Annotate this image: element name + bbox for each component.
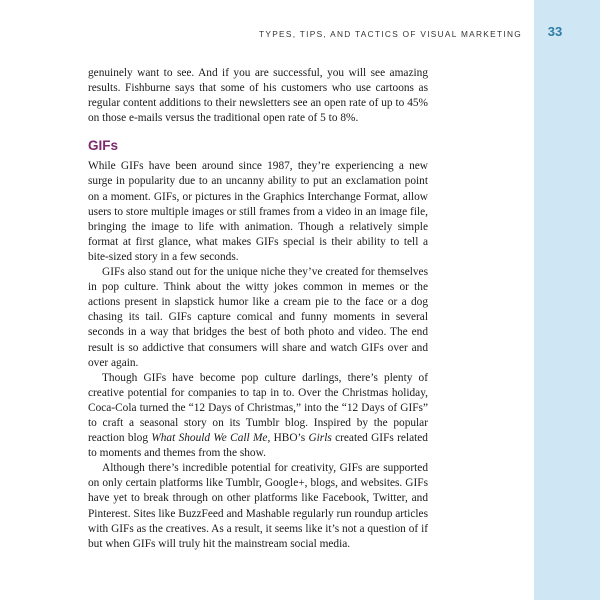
paragraph-text: Though GIFs have become pop culture darlings, there’s plenty of creative potential for companies to tap in to. Over the Christmas holiday, Coca-Cola turned the “12 Days of Christmas,” into the “12 Days of GIFs” to craft a seasonal story on its Tumblr blog. Inspired by the popular reaction blog (88, 371, 428, 445)
running-head: TYPES, TIPS, AND TACTICS OF VISUAL MARKETING (259, 29, 522, 39)
paragraph-gifs-platforms: Although there’s incredible potential for creativity, GIFs are supported on only certain platforms like Tumblr, Google+, blogs, and websites. GIFs have yet to break through on other platforms like Facebook, Twitter, and Pinterest. Sites like BuzzFeed and Mashable regularly run roundup articles with GIFs as the creatives. As a result, it seems like it’s not a question of if but when GIFs will truly hit the mainstream social media. (88, 462, 428, 550)
section-heading: GIFs (88, 138, 119, 154)
page-number: 33 (547, 24, 563, 39)
paragraph-gifs-companies (88, 371, 428, 462)
blog-title: What Should We Call Me (151, 432, 268, 445)
paragraph-text: , HBO’s (267, 432, 309, 445)
page-edge-sidebar (534, 0, 600, 600)
paragraph-text: created GIFs related to moments and themes from the show. (88, 432, 428, 460)
paragraph-continuation: genuinely want to see. And if you are successful, you will see amazing results. Fishburne says that some of his customers who use cartoons as regular content additions to their newsletters see an open rate of up to 45% on those e-mails versus the traditional open rate of 5 to 8%. (88, 67, 428, 125)
show-title: Girls (308, 432, 332, 445)
body-text (88, 66, 428, 552)
paragraph-gifs-pop-culture: GIFs also stand out for the unique niche they’ve created for themselves in pop culture. Think about the witty jokes common in memes or the actions present in slapstick humor like a cream pie to the face or a dog chasing its tail. GIFs capture comical and funny moments in several seconds in a way that bridges the best of both photo and video. The end result is so addictive that consumers will share and watch GIFs over and over again. (88, 266, 428, 369)
paragraph-gifs-intro: While GIFs have been around since 1987, they’re experiencing a new surge in popularity due to an uncanny ability to put an exclamation point on a moment. GIFs, or pictures in the Graphics Interchange Format, allow users to store multiple images or still frames from a video in an image file, bringing the image to life with animation. Though a relatively simple format at first glance, what makes GIFs special is their ability to tell a bite-sized story in a few seconds. (88, 160, 428, 263)
